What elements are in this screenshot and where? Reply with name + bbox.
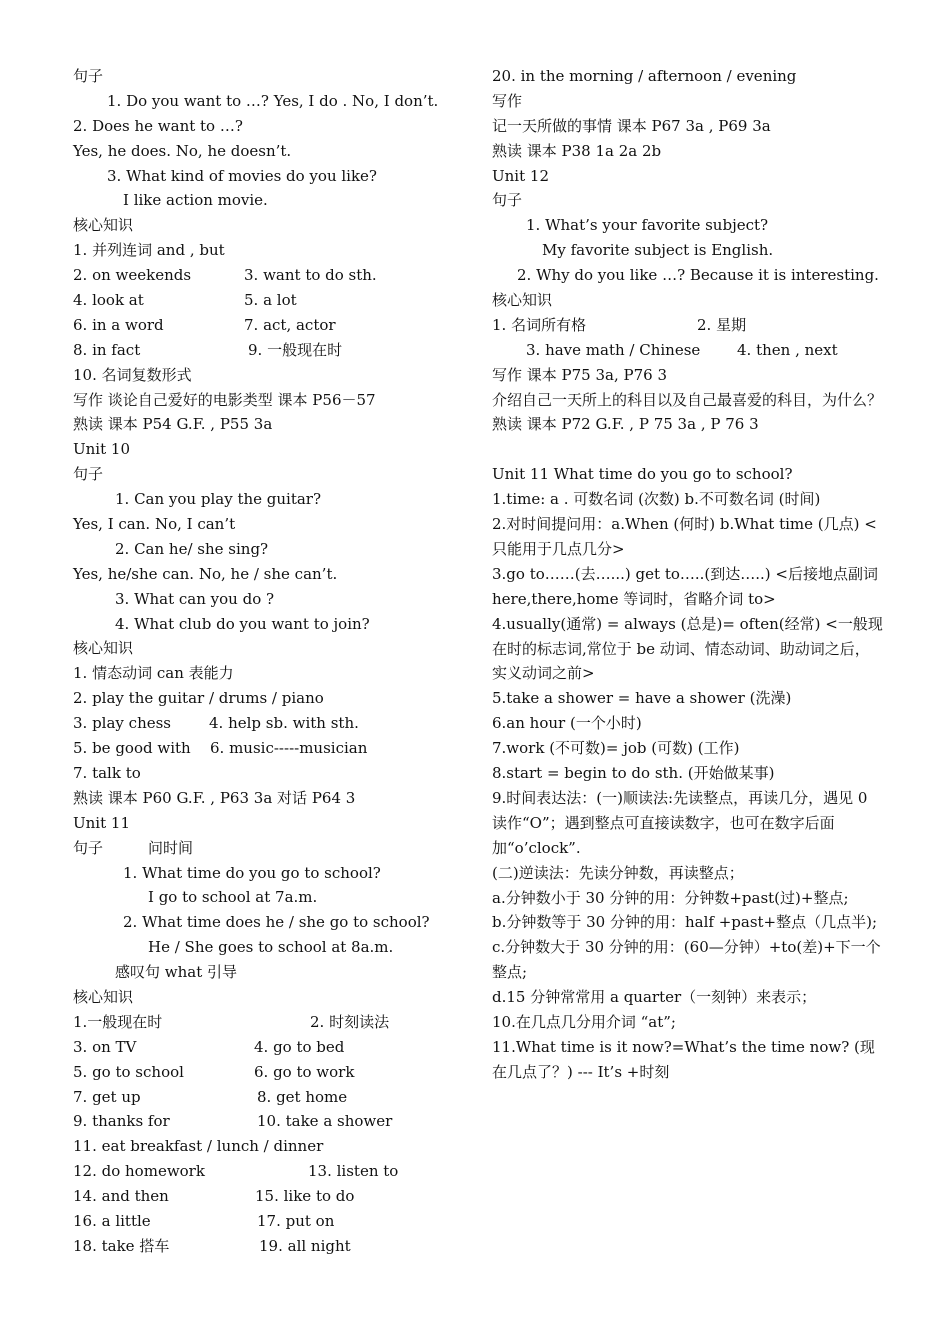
knowledge-item: 2. 时刻读法 <box>310 1012 390 1031</box>
knowledge-item: 2. 星期 <box>697 315 747 334</box>
note-item: 10.在几点几分用介词 “at”; <box>492 1013 676 1032</box>
sentence-line: 1. What time do you go to school? <box>123 863 381 882</box>
knowledge-row <box>73 1209 443 1234</box>
knowledge-item: 20. in the morning / afternoon / evening <box>492 67 797 85</box>
unit-heading: Unit 12 <box>492 166 549 185</box>
sentence-line: 1. Can you play the guitar? <box>115 490 322 509</box>
unit-heading: Unit 11 <box>73 813 130 832</box>
writing-task: 记一天所做的事情 课本 P67 3a , P69 3a <box>492 116 771 135</box>
knowledge-item: 1.一般现在时 <box>73 1012 163 1031</box>
knowledge-item: 6. in a word <box>73 315 164 334</box>
knowledge-item: 10. take a shower <box>257 1112 393 1131</box>
knowledge-row <box>492 338 884 363</box>
sentence-line: 2. Why do you like …? Because it is interesting. <box>517 266 879 285</box>
section-heading-row <box>73 836 443 861</box>
knowledge-item: 5. go to school <box>73 1062 184 1081</box>
knowledge-row <box>73 1234 443 1259</box>
knowledge-item: 10. 名词复数形式 <box>73 365 192 384</box>
note-item: 7.work (不可数)= job (可数) (工作) <box>492 739 740 758</box>
note-item: (二)逆读法：先读分钟数，再读整点； <box>492 863 744 882</box>
knowledge-row <box>73 711 443 736</box>
sentence-line: 2. Can he/ she sing? <box>115 539 269 558</box>
sentence-line: 1. What’s your favorite subject? <box>526 216 769 235</box>
knowledge-item: 3. have math / Chinese <box>526 340 701 359</box>
knowledge-item: 3. on TV <box>73 1037 137 1056</box>
writing-task: 写作 课本 P75 3a, P76 3 <box>492 365 667 384</box>
note-item: b.分钟数等于 30 分钟的用：half +past+整点（几点半); <box>492 913 878 932</box>
note-item: a.分钟数小于 30 分钟的用：分钟数+past(过)+整点; <box>492 888 849 907</box>
sentence-line: Yes, he does. No, he doesn’t. <box>73 141 292 160</box>
knowledge-item: 19. all night <box>259 1236 351 1255</box>
writing-task: 写作 谈论自己爱好的电影类型 课本 P56－57 <box>73 390 376 409</box>
spacer <box>492 437 884 462</box>
knowledge-row <box>73 1060 443 1085</box>
note-item: d.15 分钟常常用 a quarter（一刻钟）来表示； <box>492 988 817 1007</box>
knowledge-item: 2. play the guitar / drums / piano <box>73 689 324 708</box>
knowledge-item: 4. go to bed <box>254 1037 345 1056</box>
knowledge-row <box>73 1184 443 1209</box>
knowledge-item: 13. listen to <box>308 1162 399 1181</box>
note-item: 11.What time is it now?=What’s the time now? (现在几点了？) --- It’s +时刻 <box>492 1037 875 1081</box>
knowledge-item: 2. on weekends <box>73 266 192 285</box>
note-item: 4.usually(通常) = always (总是)= often(经常) <一般现在时的标志词,常位于 be 动词、情态动词、助动词之后，实义动词之前> <box>492 614 883 683</box>
sentence-line: 1. Do you want to …? Yes, I do . No, I don’t. <box>107 91 439 110</box>
knowledge-row <box>73 313 443 338</box>
reading-task: 熟读 课本 P72 G.F. , P 75 3a , P 76 3 <box>492 415 759 434</box>
knowledge-item: 4. then , next <box>737 340 838 359</box>
knowledge-item: 14. and then <box>73 1187 169 1206</box>
knowledge-item: 4. help sb. with sth. <box>209 714 359 733</box>
knowledge-item: 12. do homework <box>73 1162 205 1181</box>
section-heading: 核心知识 <box>73 639 134 658</box>
knowledge-row <box>73 263 443 288</box>
knowledge-item: 4. look at <box>73 291 144 310</box>
sentence-line: He / She goes to school at 8a.m. <box>148 938 394 957</box>
section-heading: 核心知识 <box>492 291 553 310</box>
knowledge-item: 1. 名词所有格 <box>492 315 587 334</box>
right-column <box>492 64 884 1085</box>
reading-task: 熟读 课本 P38 1a 2a 2b <box>492 141 662 160</box>
sentence-line: 4. What club do you want to join? <box>115 614 370 633</box>
section-heading: 句子 <box>73 465 104 484</box>
note-item: 6.an hour (一个小时) <box>492 714 642 733</box>
left-column <box>73 64 443 1259</box>
knowledge-row <box>73 1085 443 1110</box>
knowledge-row <box>73 1109 443 1134</box>
knowledge-item: 5. be good with <box>73 739 191 758</box>
section-heading: 句子 <box>73 67 104 85</box>
section-heading: 核心知识 <box>73 987 134 1006</box>
knowledge-item: 11. eat breakfast / lunch / dinner <box>73 1137 324 1156</box>
knowledge-item: 18. take 搭车 <box>73 1236 170 1255</box>
knowledge-item: 8. get home <box>257 1087 348 1106</box>
knowledge-row <box>73 338 443 363</box>
note-item: 1.time: a . 可数名词 (次数) b.不可数名词 (时间) <box>492 490 821 509</box>
section-heading: 句子 <box>492 191 523 210</box>
knowledge-item: 17. put on <box>257 1211 335 1230</box>
knowledge-item: 7. get up <box>73 1087 141 1106</box>
section-heading: 核心知识 <box>73 216 134 235</box>
writing-task-description: 介绍自己一天所上的科目以及自己最喜爱的科目，为什么？ <box>492 390 883 409</box>
knowledge-item: 6. music-----musician <box>210 739 368 758</box>
note-item: 9.时间表达法：(一)顺读法:先读整点，再读几分，遇见 0 读作“O”；遇到整点可直接读数字，也可在数字后面加“o’clock”. <box>492 788 868 857</box>
note-item: c.分钟数大于 30 分钟的用：(60—分钟）+to(差)+下一个整点; <box>492 938 881 982</box>
knowledge-item: 1. 情态动词 can 表能力 <box>73 664 234 683</box>
knowledge-row <box>492 313 884 338</box>
knowledge-row <box>73 1010 443 1035</box>
knowledge-item: 5. a lot <box>244 291 297 310</box>
note-item: 2.对时间提问用：a.When (何时) b.What time (几点) <只能用于几点几分> <box>492 515 877 558</box>
knowledge-item: 7. talk to <box>73 763 141 782</box>
sentence-line: 3. What kind of movies do you like? <box>107 166 377 185</box>
unit-heading: Unit 10 <box>73 440 130 459</box>
reading-task: 熟读 课本 P60 G.F. , P63 3a 对话 P64 3 <box>73 788 356 807</box>
sentence-line: I go to school at 7a.m. <box>148 888 318 907</box>
knowledge-item: 3. play chess <box>73 714 171 733</box>
sentence-line: 2. What time does he / she go to school? <box>123 913 430 932</box>
knowledge-item: 9. thanks for <box>73 1112 170 1131</box>
sentence-line: 2. Does he want to …? <box>73 116 243 135</box>
sentence-line: 感叹句 what 引导 <box>115 963 238 982</box>
knowledge-item: 6. go to work <box>254 1062 355 1081</box>
knowledge-item: 3. want to do sth. <box>244 266 377 285</box>
sentence-line: My favorite subject is English. <box>542 241 774 260</box>
note-item: 8.start = begin to do sth. (开始做某事) <box>492 764 775 783</box>
sentence-line: Yes, he/she can. No, he / she can’t. <box>73 564 338 583</box>
knowledge-item: 8. in fact <box>73 340 141 359</box>
knowledge-row <box>73 1159 443 1184</box>
unit-title: Unit 11 What time do you go to school? <box>492 465 793 484</box>
note-item: 3.go to……(去…...) get to…..(到达…..) <后接地点副词 here,there,home 等词时，省略介词 to> <box>492 564 878 608</box>
knowledge-item: 16. a little <box>73 1211 151 1230</box>
sentence-line: Yes, I can. No, I can’t <box>73 515 236 534</box>
knowledge-row <box>73 736 443 761</box>
sentence-line: 3. What can you do ? <box>115 589 275 608</box>
sentence-line: I like action movie. <box>123 191 268 210</box>
section-note: 问时间 <box>148 838 194 857</box>
knowledge-row <box>73 288 443 313</box>
knowledge-item: 7. act, actor <box>244 315 336 334</box>
knowledge-item: 15. like to do <box>255 1187 355 1206</box>
knowledge-item: 1. 并列连词 and , but <box>73 241 225 260</box>
knowledge-item: 9. 一般现在时 <box>248 340 343 359</box>
reading-task: 熟读 课本 P54 G.F. , P55 3a <box>73 415 273 434</box>
note-item: 5.take a shower = have a shower (洗澡) <box>492 689 792 708</box>
section-heading: 句子 <box>73 838 104 857</box>
knowledge-row <box>73 1035 443 1060</box>
section-heading: 写作 <box>492 91 523 110</box>
